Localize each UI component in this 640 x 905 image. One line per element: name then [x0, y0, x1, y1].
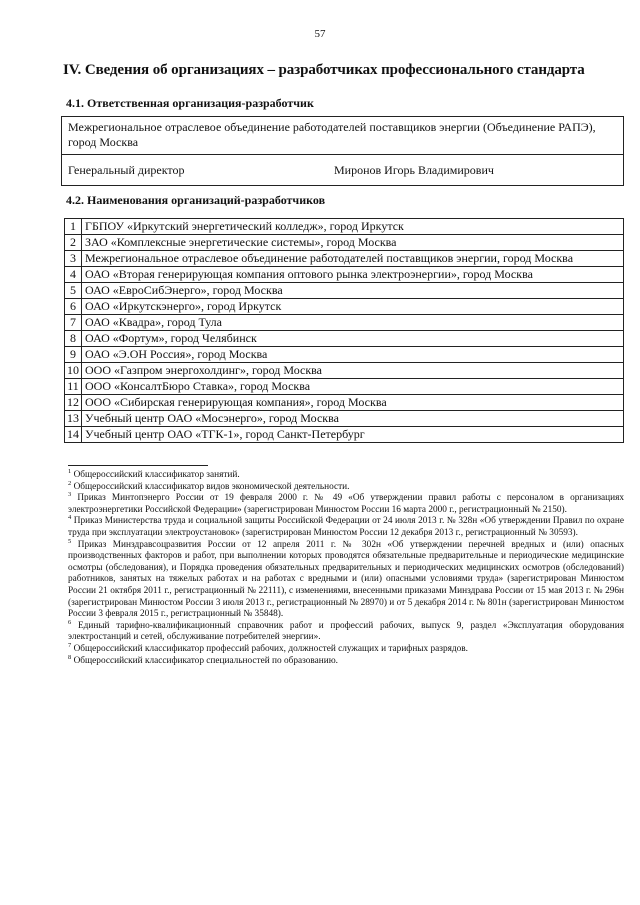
row-number: 10 — [65, 363, 82, 379]
org-name: Учебный центр ОАО «Мосэнерго», город Москва — [82, 411, 624, 427]
row-number: 1 — [65, 219, 82, 235]
footnote — [68, 493, 624, 516]
responsible-org-heading: 4.1. Ответственная организация-разработчик — [66, 96, 314, 110]
footnote-marker: 5 — [68, 537, 72, 545]
footnote-text: Единый тарифно-квалификационный справочник работ и профессий рабочих, выпуск 9, раздел «Эксплуатация оборудования электростанций и сетей, обслуживание потребителей энергии». — [68, 620, 624, 643]
org-name: ОАО «Квадра», город Тула — [82, 315, 624, 331]
row-number: 12 — [65, 395, 82, 411]
table-row — [65, 283, 624, 299]
footnote-text: Приказ Минтопэнерго России от 19 февраля 2000 г. № 49 «Об утверждении правил работы с персоналом в организациях электроэнергетики Российской Федерации» (зарегистрирован Минюстом России 16 марта 2000 г., регистрационный № 2150). — [68, 493, 624, 515]
responsible-org-signatory-row — [62, 155, 623, 185]
footnote — [68, 516, 624, 539]
footnote-marker: 3 — [68, 491, 72, 499]
org-name: Межрегиональное отраслевое объединение работодателей поставщиков энергии, город Москва — [82, 251, 624, 267]
row-number: 9 — [65, 347, 82, 363]
footnote-text: Общероссийский классификатор профессий рабочих, должностей служащих и тарифных разрядов. — [73, 643, 468, 654]
table-row — [65, 251, 624, 267]
developer-orgs-table — [64, 218, 624, 443]
footnotes — [68, 467, 625, 667]
table-row — [65, 379, 624, 395]
footnote — [68, 467, 624, 482]
row-number: 3 — [65, 251, 82, 267]
table-row — [65, 219, 624, 235]
org-name: Учебный центр ОАО «ТГК-1», город Санкт-Петербург — [82, 427, 624, 443]
footnote — [68, 537, 625, 621]
table-row — [65, 363, 624, 379]
row-number: 11 — [65, 379, 82, 395]
org-name: ООО «Газпром энергохолдинг», город Москва — [82, 363, 624, 379]
section-title: IV. Сведения об организациях – разработчиках профессионального стандарта — [63, 62, 585, 78]
org-name: ОАО «Фортум», город Челябинск — [82, 331, 624, 347]
row-number: 14 — [65, 427, 82, 443]
footnote-marker: 6 — [68, 618, 72, 626]
footnote-divider — [68, 465, 208, 466]
developer-orgs-heading: 4.2. Наименования организаций-разработчиков — [66, 193, 326, 207]
footnote-text: Приказ Минздравсоцразвития России от 12 апреля 2011 г. № 302н «Об утверждении перечней вредных и (или) опасных производственных факторов и работ, при выполнении которых проводятся обязательные предварительные и периодические медицинские осмотры (обследования), и Порядка проведения обязательных предварительных и периодических медицинских осмотров (обследований) работников, занятых на тяжелых работах и на работах с вредными и (или) опасными условиями труда» (зарегистрирован Минюстом России 21 октября 2011 г., регистрационный № 22111), с изменениями, внесенными приказами Минздрава России от 15 мая 2013 г. № 296н (зарегистрирован Минюстом России 3 июля 2013 г., регистрационный № 28970) и от 5 декабря 2014 г. № 801н (зарегистрирован Минюстом России 3 февраля 2015 г., регистрационный № 35848). — [68, 539, 625, 620]
org-name: ЗАО «Комплексные энергетические системы», город Москва — [82, 235, 624, 251]
table-row — [65, 235, 624, 251]
org-name: ОАО «Иркутскэнерго», город Иркутск — [82, 299, 624, 315]
org-name: ООО «Сибирская генерирующая компания», город Москва — [82, 395, 624, 411]
row-number: 6 — [65, 299, 82, 315]
director-title: Генеральный директор — [68, 163, 185, 177]
row-number: 13 — [65, 411, 82, 427]
table-row — [65, 427, 624, 443]
row-number: 8 — [65, 331, 82, 347]
footnote-text: Приказ Министерства труда и социальной защиты Российской Федерации от 24 июля 2013 г. № 328н «Об утверждении Правил по охране труда при эксплуатации электроустановок» (зарегистрирован Минюстом России 12 декабря 2013 г., регистрационный № 30593). — [68, 516, 624, 538]
org-name: ОАО «Э.ОН Россия», город Москва — [82, 347, 624, 363]
table-row — [65, 299, 624, 315]
footnote — [68, 653, 624, 668]
org-name: ГБПОУ «Иркутский энергетический колледж», город Иркутск — [82, 219, 624, 235]
footnote-marker: 4 — [68, 514, 72, 522]
footnote-marker: 2 — [68, 479, 72, 487]
responsible-org-box — [61, 116, 624, 186]
footnote — [68, 641, 624, 656]
table-row — [65, 315, 624, 331]
org-name: ООО «КонсалтБюро Ставка», город Москва — [82, 379, 624, 395]
footnote — [68, 618, 624, 644]
footnote-text: Общероссийский классификатор специальностей по образованию. — [73, 655, 339, 666]
footnote-text: Общероссийский классификатор занятий. — [73, 470, 240, 480]
page-number: 57 — [314, 28, 326, 40]
footnote — [68, 479, 624, 494]
table-row — [65, 267, 624, 283]
footnote-marker: 8 — [68, 653, 72, 661]
row-number: 2 — [65, 235, 82, 251]
org-name: ОАО «ЕвроСибЭнерго», город Москва — [82, 283, 624, 299]
footnote-marker: 7 — [68, 641, 72, 649]
table-row — [65, 331, 624, 347]
footnote-text: Общероссийский классификатор видов экономической деятельности. — [73, 481, 350, 492]
row-number: 5 — [65, 283, 82, 299]
responsible-org-name: Межрегиональное отраслевое объединение работодателей поставщиков энергии (Объединение РАПЭ), город Москва — [62, 117, 623, 155]
director-name: Миронов Игорь Владимирович — [334, 163, 494, 177]
table-row — [65, 395, 624, 411]
table-row — [65, 347, 624, 363]
table-row — [65, 411, 624, 427]
org-name: ОАО «Вторая генерирующая компания оптового рынка электроэнергии», город Москва — [82, 267, 624, 283]
footnote-marker: 1 — [68, 467, 72, 475]
row-number: 7 — [65, 315, 82, 331]
row-number: 4 — [65, 267, 82, 283]
